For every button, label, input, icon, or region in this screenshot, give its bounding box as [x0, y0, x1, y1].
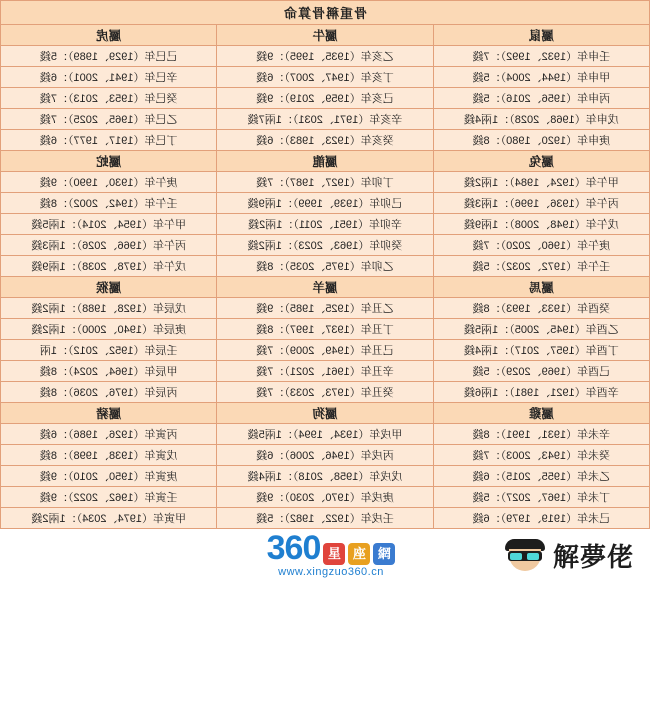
group-header-cell: 屬蛇	[1, 151, 217, 172]
table-cell: 辛未年（1931、1991）：8錢	[433, 424, 649, 445]
table-cell: 癸丑年（1973、2033）：7錢	[217, 382, 433, 403]
table-row	[1, 88, 650, 109]
table-cell: 乙未年（1955、2015）：6錢	[433, 466, 649, 487]
group-header-cell: 屬龍	[217, 151, 433, 172]
group-header-cell: 屬兔	[433, 151, 649, 172]
table-cell: 乙丑年（1925、1985）：9錢	[217, 298, 433, 319]
table-row	[1, 67, 650, 88]
table-cell: 癸巳年（1953、2013）：7錢	[1, 88, 217, 109]
logo-url: www.xingzuo360.cn	[278, 566, 384, 578]
table-cell: 丙寅年（1926、1986）：6錢	[1, 424, 217, 445]
group-header-row	[1, 151, 650, 172]
table-cell: 戊寅年（1938、1998）：8錢	[1, 445, 217, 466]
table-cell: 庚午年（1960、2020）：7錢	[433, 235, 649, 256]
table-row	[1, 319, 650, 340]
table-cell: 戊申年（1968、2028）：1兩4錢	[433, 109, 649, 130]
table-cell: 壬寅年（1962、2022）：9錢	[1, 487, 217, 508]
table-cell: 戊辰年（1928、1988）：1兩2錢	[1, 298, 217, 319]
group-header-row	[1, 25, 650, 46]
table-row	[1, 424, 650, 445]
table-cell: 甲寅年（1974、2034）：1兩2錢	[1, 508, 217, 529]
table-cell: 丁巳年（1917、1977）：6錢	[1, 130, 217, 151]
group-header-cell: 屬豬	[1, 403, 217, 424]
table-row	[1, 298, 650, 319]
group-header-cell: 屬鼠	[433, 25, 649, 46]
table-cell: 乙卯年（1975、2035）：8錢	[217, 256, 433, 277]
table-cell: 壬戌年（1922、1982）：5錢	[217, 508, 433, 529]
table-cell: 乙亥年（1935、1995）：9錢	[217, 46, 433, 67]
group-header-cell: 屬虎	[1, 25, 217, 46]
table-row	[1, 193, 650, 214]
group-header-cell: 屬猴	[1, 277, 217, 298]
table-row	[1, 109, 650, 130]
logo-number: 360	[266, 529, 321, 567]
table-cell: 庚寅年（1950、2010）：9錢	[1, 466, 217, 487]
table-cell: 庚戌年（1970、2030）：9錢	[217, 487, 433, 508]
table-cell: 辛亥年（1971、2031）：1兩7錢	[217, 109, 433, 130]
table-row	[1, 487, 650, 508]
page-title: 骨重稱骨算命	[1, 1, 650, 25]
table-cell: 己巳年（1929、1989）：5錢	[1, 46, 217, 67]
table-cell: 己丑年（1949、2009）：7錢	[217, 340, 433, 361]
table-cell: 辛卯年（1951、2011）：1兩2錢	[217, 214, 433, 235]
logo-square-3: 網	[373, 543, 395, 565]
table-cell: 辛酉年（1921、1981）：1兩6錢	[433, 382, 649, 403]
brand-text: 解夢佬	[552, 542, 634, 573]
footer	[0, 529, 650, 597]
table-row	[1, 508, 650, 529]
table-row	[1, 235, 650, 256]
table-cell: 丁卯年（1927、1987）：7錢	[217, 172, 433, 193]
table-cell: 甲戌年（1934、1994）：1兩5錢	[217, 424, 433, 445]
jiemenglao-logo	[503, 535, 634, 575]
table-row	[1, 445, 650, 466]
logo-top-row	[236, 531, 426, 565]
table-row	[1, 340, 650, 361]
logo-square-2: 座	[348, 543, 370, 565]
group-header-cell: 屬狗	[217, 403, 433, 424]
group-header-row	[1, 403, 650, 424]
table-cell: 癸卯年（1963、2023）：1兩2錢	[217, 235, 433, 256]
table-cell: 甲申年（1944、2004）：5錢	[433, 67, 649, 88]
table-cell: 癸亥年（1923、1983）：6錢	[217, 130, 433, 151]
table-cell: 甲午年（1954、2014）：1兩5錢	[1, 214, 217, 235]
table-cell: 癸未年（1943、2003）：7錢	[433, 445, 649, 466]
table-cell: 甲辰年（1964、2024）：8錢	[1, 361, 217, 382]
table-cell: 庚午年（1930、1990）：9錢	[1, 172, 217, 193]
table-cell: 壬午年（1942、2002）：8錢	[1, 193, 217, 214]
table-cell: 己亥年（1959、2019）：9錢	[217, 88, 433, 109]
table-row	[1, 466, 650, 487]
table-cell: 丙申年（1956、2016）：5錢	[433, 88, 649, 109]
table-cell: 丙午年（1966、2026）：1兩3錢	[1, 235, 217, 256]
table-row	[1, 361, 650, 382]
table-cell: 甲午年（1924、1984）：1兩2錢	[433, 172, 649, 193]
group-header-cell: 屬牛	[217, 25, 433, 46]
logo-square-1: 星	[323, 543, 345, 565]
table-cell: 乙酉年（1945、2005）：1兩5錢	[433, 319, 649, 340]
table-cell: 己酉年（1969、2029）：5錢	[433, 361, 649, 382]
table-cell: 丁酉年（1957、2017）：1兩4錢	[433, 340, 649, 361]
table-cell: 庚申年（1920、1980）：8錢	[433, 130, 649, 151]
table-row	[1, 256, 650, 277]
table-row	[1, 130, 650, 151]
table-cell: 戊午年（1948、2008）：1兩9錢	[433, 214, 649, 235]
group-header-row	[1, 277, 650, 298]
table-cell: 癸酉年（1933、1993）：8錢	[433, 298, 649, 319]
table-cell: 丙午年（1936、1996）：1兩3錢	[433, 193, 649, 214]
table-row	[1, 214, 650, 235]
table-cell: 壬辰年（1952、2012）：1兩	[1, 340, 217, 361]
table-row	[1, 172, 650, 193]
table-cell: 戊午年（1978、2038）：1兩9錢	[1, 256, 217, 277]
table-cell: 壬申年（1932、1992）：7錢	[433, 46, 649, 67]
group-header-cell: 屬羊	[217, 277, 433, 298]
table-cell: 丙戌年（1946、2006）：6錢	[217, 445, 433, 466]
table-cell: 丁丑年（1937、1997）：8錢	[217, 319, 433, 340]
table-cell: 己卯年（1939、1999）：1兩9錢	[217, 193, 433, 214]
detective-icon	[503, 535, 547, 575]
table-cell: 壬午年（1972、2032）：5錢	[433, 256, 649, 277]
table-cell: 乙巳年（1965、2025）：7錢	[1, 109, 217, 130]
table-row	[1, 382, 650, 403]
table-cell: 丁亥年（1947、2007）：6錢	[217, 67, 433, 88]
table-cell: 辛丑年（1961、2021）：7錢	[217, 361, 433, 382]
table-row	[1, 46, 650, 67]
table-cell: 戊戌年（1958、2018）：1兩4錢	[217, 466, 433, 487]
xingzuo360-logo	[236, 531, 426, 578]
table-cell: 己未年（1919、1979）：6錢	[433, 508, 649, 529]
table-title-row	[1, 1, 650, 25]
group-header-cell: 屬雞	[433, 403, 649, 424]
group-header-cell: 屬馬	[433, 277, 649, 298]
table-cell: 丁未年（1967、2027）：5錢	[433, 487, 649, 508]
table-cell: 辛巳年（1941、2001）：6錢	[1, 67, 217, 88]
table-cell: 庚辰年（1940、2000）：1兩2錢	[1, 319, 217, 340]
table-cell: 丙辰年（1976、2036）：8錢	[1, 382, 217, 403]
